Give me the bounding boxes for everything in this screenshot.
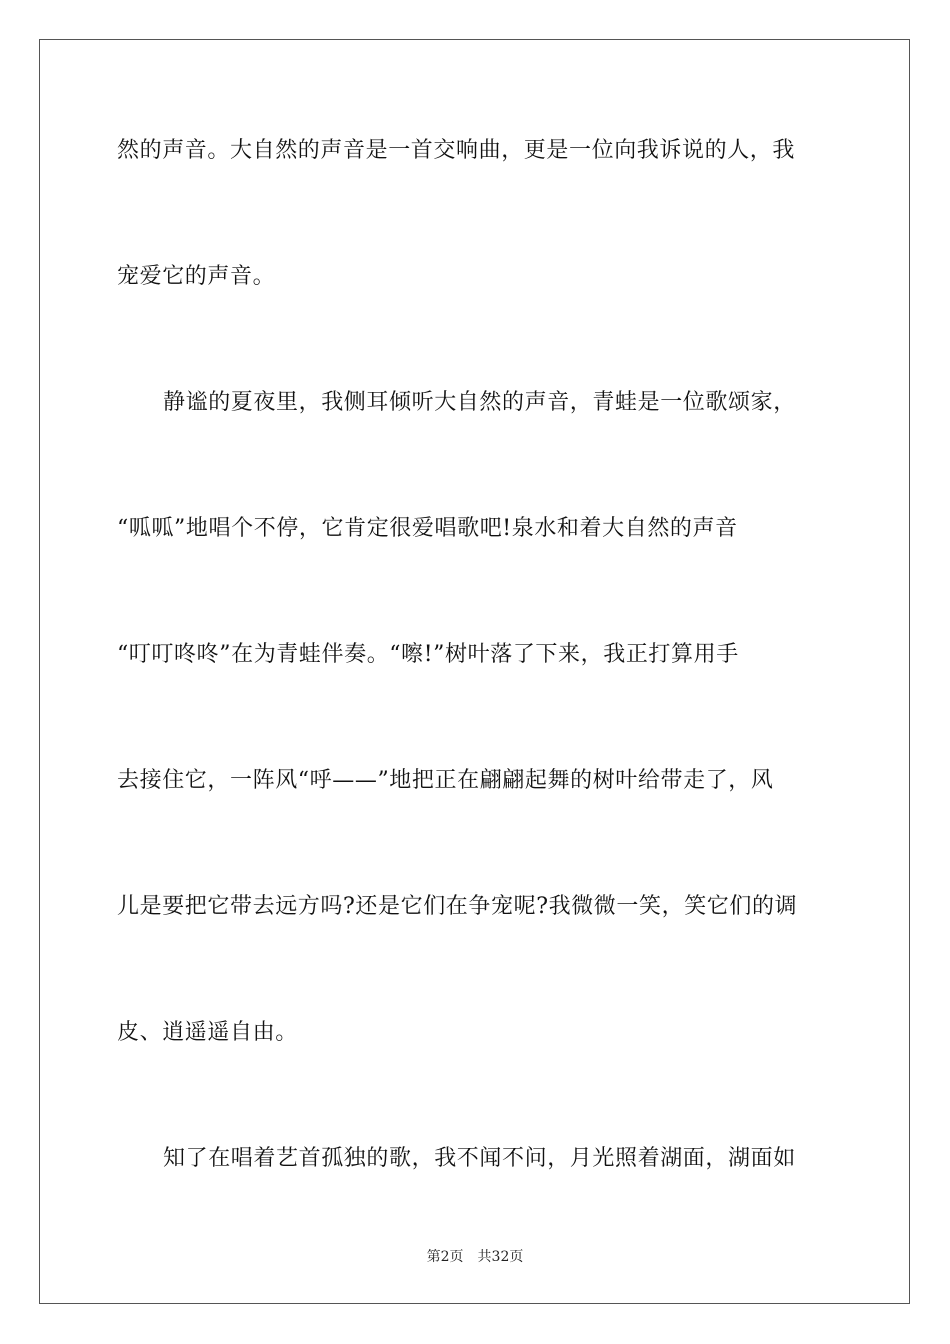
- text-line-7: 儿是要把它带去远方吗?还是它们在争宠呢?我微微一笑，笑它们的调: [117, 894, 798, 919]
- text-line-8: 皮、逍遥遥自由。: [117, 1020, 298, 1045]
- text-line-1: 然的声音。大自然的声音是一首交响曲，更是一位向我诉说的人，我: [117, 138, 796, 163]
- text-line-9: 知了在唱着艺首孤独的歌，我不闻不问，月光照着湖面，湖面如: [163, 1146, 796, 1171]
- page-frame: [39, 39, 910, 1304]
- text-line-4: “呱呱”地唱个不停，它肯定很爱唱歌吧!泉水和着大自然的声音: [117, 516, 738, 541]
- text-line-6: 去接住它，一阵风“呼——”地把正在翩翩起舞的树叶给带走了，风: [117, 768, 774, 793]
- page-footer: [0, 1248, 950, 1266]
- text-line-5: “叮叮咚咚”在为青蛙伴奏。“嚓!”树叶落了下来，我正打算用手: [117, 642, 739, 667]
- text-line-2: 宠爱它的声音。: [117, 264, 276, 289]
- page-number: 第2页: [426, 1249, 464, 1265]
- page-total: 共32页: [477, 1249, 524, 1265]
- text-line-3: 静谧的夏夜里，我侧耳倾听大自然的声音，青蛙是一位歌颂家，: [163, 390, 796, 415]
